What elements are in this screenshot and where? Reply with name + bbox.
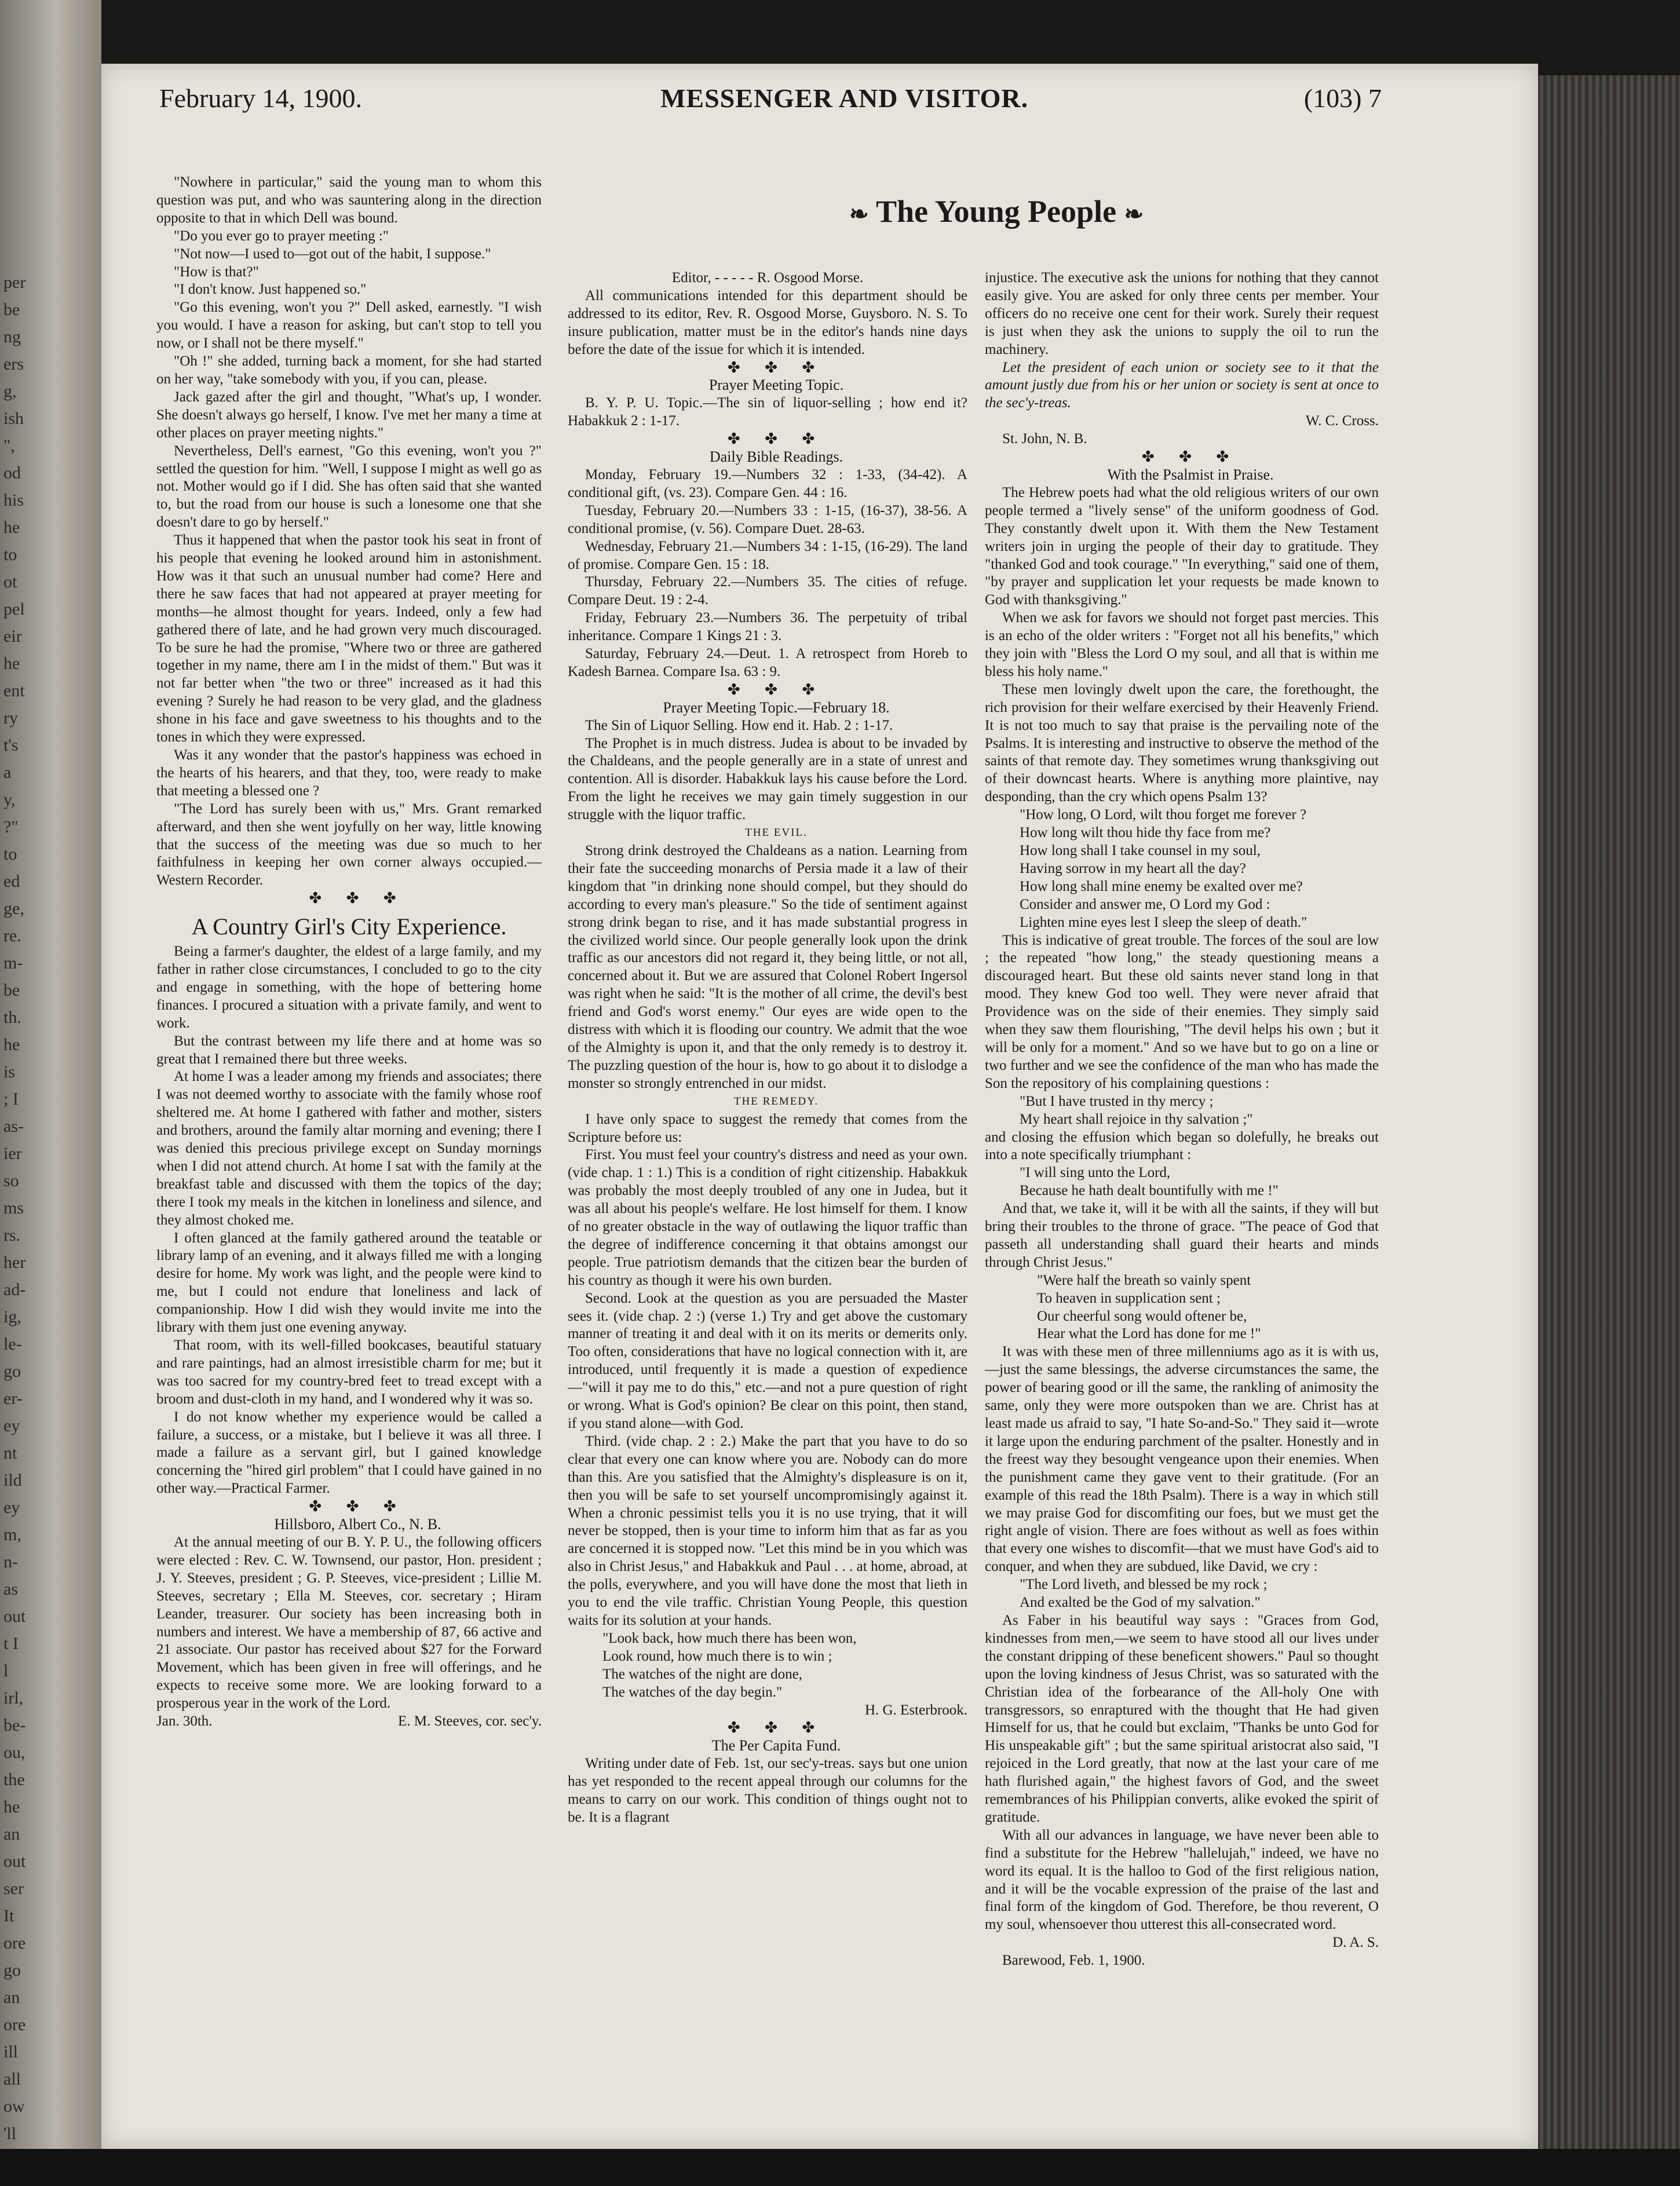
margin-fragment: as- [3, 1117, 24, 1136]
margin-fragment: ; I [3, 1090, 19, 1109]
margin-fragment: n- [3, 1552, 18, 1571]
margin-fragment: is [3, 1062, 16, 1081]
psalm-line: "But I have trusted in thy mercy ; [1020, 1093, 1214, 1109]
hymn-line: Hear what the Lord has done for me !" [1037, 1326, 1261, 1342]
reading-item: Monday, February 19.—Numbers 32 : 1-33, (34-42). A conditional gift, (vs. 23). Compare Gen. 44 : 16. [568, 466, 967, 500]
margin-fragment: he [3, 654, 20, 673]
margin-fragment: pel [3, 599, 25, 619]
signature: D. A. S. [1332, 1935, 1379, 1951]
subhead: Prayer Meeting Topic.—February 18. [663, 699, 890, 716]
body-paragraph: And that, we take it, will it be with all the saints, if they will but bring their troubles to the throne of grace. "The peace of God that passeth all understanding shall guard their hearts and minds through Christ Jesus." [985, 1201, 1379, 1270]
body-paragraph: With all our advances in language, we have never been able to find a substitute for the Hebrew "hallelujah," indeed, we have no word its equal. It is the halloo to God of the first religious nation, and it will be the vocable expression of the praise of the last and final form of the kingdom of God. Therefore, be thou reverent, O my soul, whensoever thou utterest this all-consecrated word. [985, 1827, 1379, 1933]
hymn-line: Our cheerful song would oftener be, [1037, 1308, 1247, 1324]
margin-fragment: her [3, 1253, 26, 1272]
psalm-line: Lighten mine eyes lest I sleep the sleep of death." [1020, 914, 1308, 930]
article-paragraph: But the contrast between my life there and at home was so great that I remained there but three weeks. [156, 1033, 542, 1067]
signature-name: E. M. Steeves, cor. sec'y. [398, 1713, 542, 1730]
hymn-line: "Were half the breath so vainly spent [1037, 1272, 1251, 1288]
psalm-line: How long wilt thou hide thy face from me? [1020, 825, 1271, 841]
margin-fragment: ", [3, 436, 15, 455]
poem-line: Look round, how much there is to win ; [602, 1648, 832, 1664]
article-paragraph: That room, with its well-filled bookcases, beautiful statuary and rare paintings, had an almost irresistible charm for me; but it was too sacred for my country-bred feet to tread except with a broom and dust-cloth in my hand, and I wondered why it was so. [156, 1337, 542, 1407]
article-title: A Country Girl's City Experience. [191, 913, 507, 940]
signature-line [156, 1713, 542, 1731]
body-paragraph: injustice. The executive ask the unions for nothing that they cannot easily give. You are asked for only three cents per member. Your officers do no receive one cent for their work. Surely their request is just when they ask the unions to supply the oil to run the machinery. [985, 270, 1379, 357]
reading-item: Friday, February 23.—Numbers 36. The perpetuity of tribal inheritance. Compare 1 Kings 21 : 3. [568, 610, 967, 644]
article-paragraph: I do not know whether my experience would be called a failure, a success, or a mistake, but I believe it was all three. I made a failure as a servant girl, but I gained knowledge concerning the "hired girl problem" that I could have gained in no other way.—Practical Farmer. [156, 1409, 542, 1497]
body-paragraph: This is indicative of great trouble. The forces of the soul are low ; the repeated "how long," the steady questioning means a discouraged heart. But these old saints never stand long in that mood. They knew God too well. They were never afraid that Providence was on the side of their enemies. They simply said when they saw them flourishing, "The devil helps his own ; but it will be only for a moment." And so we have but to go on a line or two further and we see the confidence of the man who has made the Son the repository of his complaining questions : [985, 932, 1379, 1091]
margin-fragment: m, [3, 1525, 21, 1544]
story-paragraph: "The Lord has surely been with us," Mrs. Grant remarked afterward, and then she went joyfully on her way, little knowing that the success of the meeting was due so much to her faithfulness in keeping her own corner always occupied.—Western Recorder. [156, 800, 542, 889]
masthead-title: MESSENGER AND VISITOR. [660, 83, 1029, 113]
body-paragraph: Writing under date of Feb. 1st, our sec'y-treas. says but one union has yet responded to the recent appeal through our columns for the means to carry on our work. This condition of things ought not to be. It is a flagrant [568, 1756, 967, 1825]
reading-item: Saturday, February 24.—Deut. 1. A retrospect from Horeb to Kadesh Barnea. Compare Isa. 63 : 9. [568, 646, 967, 679]
margin-fragment: ge, [3, 899, 24, 918]
body-paragraph: When we ask for favors we should not forget past mercies. This is an echo of the older writers : "Forget not all his benefits," which they join with "Bless the Lord O my soul, and all that is within me bless his holy name." [985, 610, 1379, 679]
margin-fragment: m- [3, 953, 23, 973]
margin-fragment: ey [3, 1498, 20, 1517]
body-paragraph: The Hebrew poets had what the old religious writers of our own people termed a "lively sense" of the uniform goodness of God. They constantly dwelt upon it. With them the New Testament writers join in urging the people of their day to gratitude. They "thanked God and took courage." "In everything," said one of them, "by prayer and supplication let your requests be made known to God with thanksgiving." [985, 484, 1379, 608]
margin-fragment: ild [3, 1471, 22, 1490]
psalm-line: My heart shall rejoice in thy salvation ;" [1020, 1111, 1253, 1127]
italic-paragraph: Let the president of each union or society see to it that the amount justly due from his or her union or society is sent at once to the sec'y-treas. [985, 359, 1379, 411]
body-paragraph: and closing the effusion which began so dolefully, he breaks out into a note specifically triumphant : [985, 1129, 1379, 1163]
story-paragraph: Thus it happened that when the pastor took his seat in front of his people that evening he looked around him in astonishment. How was it that such an unusual number had come? Here and there he saw faces that had not appeared at prayer meeting for months—he almost thought for years. Indeed, only a few had gathered there of late, and he had grown very much discouraged. To be sure he had the promise, "Where two or three are gathered together in my name, there am I in the midst of them." But was it not far better when "the two or three" increased as it had this evening ? Surely he had reason to be very glad, and the gladness shone in his face and gave sweetness to his thoughts and to the tones in which they were expressed. [156, 532, 542, 745]
margin-fragment: an [3, 1825, 20, 1844]
margin-fragment: ed [3, 872, 20, 891]
margin-fragment: re. [3, 926, 21, 945]
margin-fragment: ?" [3, 817, 19, 836]
book-edge [1538, 75, 1680, 2186]
story-paragraph: "I don't know. Just happened so." [174, 282, 367, 298]
psalm-line: "The Lord liveth, and blessed be my rock ; [1020, 1577, 1268, 1593]
margin-fragment: ers [3, 354, 24, 374]
ornament-divider: ✤ ✤ ✤ [309, 890, 407, 907]
margin-fragment: ot [3, 572, 17, 591]
psalm-line: How long shall mine enemy be exalted over me? [1020, 878, 1303, 894]
margin-fragment: he [3, 1035, 20, 1054]
margin-fragment: per [3, 273, 26, 292]
report-title: Hillsboro, Albert Co., N. B. [274, 1516, 441, 1533]
article-paragraph: Being a farmer's daughter, the eldest of a large family, and my father in rather close circumstances, I concluded to go to the city and engage in something, with the hope of bettering home finances. I procured a situation with a private family, and went to work. [156, 944, 542, 1031]
margin-fragment: ore [3, 1933, 26, 1953]
column-3 [985, 269, 1379, 2097]
margin-fragment: go [3, 1961, 21, 1980]
margin-fragment: he [3, 518, 20, 537]
report-paragraph: At the annual meeting of our B. Y. P. U., the following officers were elected : Rev. C. W. Townsend, our pastor, Hon. president ; J. Y. Steeves, president ; G. P. Steeves, vice-president ; Lillie M. Steeves, secretary ; Ella M. Steeves, cor. secretary ; Hiram Leander, treasurer. Our society has been increasing both in numbers and interest. We have a membership of 87, 66 active and 21 associate. Our pastor has received about $27 for the Forward Movement, which has been given in free will offerings, and he expects to receive some more. We are looking forward to a prosperous year in the work of the Lord. [156, 1534, 542, 1712]
margin-fragment: er- [3, 1389, 23, 1408]
body-paragraph: I have only space to suggest the remedy that comes from the Scripture before us: [568, 1111, 967, 1145]
body-paragraph: As Faber in his beautiful way says : "Graces from God, kindnesses from men,—we seem to have stood all our lives under the constant dripping of these beneficent showers." Paul so thought upon the loving kindness of Jesus Christ, was so saturated with the Christian idea of the forbearance of the All-holy One with transgressors, so enraptured with the thought that He had given Himself for us, that he could but exclaim, "Thanks be unto God for His unspeakable gift" ; but the same spiritual aristocrat also said, "I rejoiced in the Lord greatly, that now at the last your care of me hath flurished again," the highest favors of God, and the sweet remembrances of his Philippian converts, alike evoked the spirit of gratitude. [985, 1612, 1379, 1825]
bottom-shadow [0, 2149, 1680, 2186]
ornament-divider: ✤ ✤ ✤ [727, 1719, 826, 1737]
margin-fragment: be [3, 300, 20, 319]
body-paragraph: First. You must feel your country's distress and need as your own. (vide chap. 1 : 1.) This is a condition of right citizenship. Habakkuk was probably the most deeply troubled of any one in Judea, but it was all about his people's welfare. He lost himself for them. I know of no greater obstacle in the way of outlawing the liquor traffic than the degree of indifference concerning it that obtains amongst our people. True patriotism demands that the citizen bear the burden of his country as though it were his own burden. [568, 1147, 967, 1288]
margin-fragment: out [3, 1852, 26, 1871]
poem-line: The watches of the night are done, [602, 1666, 803, 1682]
margin-fragment: ig, [3, 1307, 21, 1326]
hymn-line: To heaven in supplication sent ; [1037, 1290, 1221, 1306]
margin-fragment: ng [3, 327, 21, 346]
margin-fragment: his [3, 491, 24, 510]
margin-fragment: od [3, 463, 21, 482]
body-paragraph: It was with these men of three millenniums ago as it is with us,—just the same blessings, the adverse circumstances the same, the power of bearing good or ill the same, the rankling of animosity the same, only they were more outspoken than we are. Christ has at least made us afraid to say, "I hate So-and-So." They said it—wrote it large upon the enduring parchment of the psalter. Honestly and in the freest way they besought vengeance upon their enemies. When the punishment came they gave vent to their gratitude. (For an example of this read the 18th Psalm). There is a way in which still we may praise God for discomfiting our foes, but we must get the right angle of vision. There are foes without as well as foes within that every one wishes to discomfit—that we must have God's aid to conquer, and when they are subdued, like David, we cry : [985, 1344, 1379, 1575]
ornament-divider: ✤ ✤ ✤ [727, 681, 826, 698]
margin-fragment: ier [3, 1144, 22, 1163]
story-paragraph: "Do you ever go to prayer meeting :" [174, 228, 389, 244]
story-paragraph: "Go this evening, won't you ?" Dell asked, earnestly. "I wish you would. I have a reason for asking, but can't stop to tell you now, or I shall not be there myself." [156, 299, 542, 352]
place-line: St. John, N. B. [1002, 431, 1087, 447]
margin-fragment: nt [3, 1443, 17, 1463]
ornament-divider: ✤ ✤ ✤ [1141, 448, 1240, 466]
column-1 [156, 174, 542, 2097]
story-paragraph: Jack gazed after the girl and thought, "What's up, I wonder. She doesn't always go herself, I know. I've met her many a time at other places on prayer meeting nights." [156, 389, 542, 441]
body-paragraph: Second. Look at the question as you are persuaded the Master sees it. (vide chap. 2 :) (verse 1.) Try and get above the customary manner of treating it and deal with it on its merits or demerits only. Too often, considerations that have no logical connection with it, are introduced, until frequently it is made a question of expedience—"will it pay me to do this," etc.—and not a pure question of right or wrong. What is God's opinion? Be clear on this point, then stand, if you stand alone—with God. [568, 1290, 967, 1431]
margin-fragment: to [3, 845, 17, 864]
margin-fragment: ent [3, 681, 25, 700]
psalm-line: "I will sing unto the Lord, [1020, 1165, 1171, 1181]
psalm-line: Having sorrow in my heart all the day? [1020, 860, 1246, 876]
ornament-divider: ✤ ✤ ✤ [727, 430, 826, 448]
subhead: Prayer Meeting Topic. [708, 376, 844, 394]
margin-fragment: he [3, 1797, 20, 1816]
psalm-line: How long shall I take counsel in my soul, [1020, 843, 1261, 858]
margin-fragment: be [3, 981, 20, 1000]
ornament-divider: ✤ ✤ ✤ [309, 1498, 407, 1515]
story-paragraph: "How is that?" [174, 264, 259, 280]
margin-fragment: le- [3, 1335, 22, 1354]
signature-date: Jan. 30th. [156, 1713, 213, 1730]
signature: W. C. Cross. [1305, 413, 1379, 429]
margin-fragment: ms [3, 1198, 24, 1218]
psalm-line: Consider and answer me, O Lord my God : [1020, 896, 1270, 912]
story-paragraph: "Nowhere in particular," said the young man to whom this question was put, and who was sauntering along in the direction opposite to that in which Dell was bound. [156, 174, 542, 226]
topic-subline: The Sin of Liquor Selling. How end it. Hab. 2 : 1-17. [585, 717, 893, 733]
margin-fragment: eir [3, 627, 22, 646]
story-paragraph: Was it any wonder that the pastor's happiness was echoed in the hearts of his hearers, and that they, too, were ready to make that meeting a blessed one ? [156, 747, 542, 799]
psalm-line: "How long, O Lord, wilt thou forget me forever ? [1020, 807, 1307, 823]
leaf-ornament-icon: ❧ [1124, 201, 1144, 227]
issue-date: February 14, 1900. [159, 83, 363, 113]
subhead: The Per Capita Fund. [711, 1737, 841, 1754]
margin-fragment: so [3, 1171, 19, 1190]
margin-fragment: ry [3, 708, 18, 728]
margin-fragment: a [3, 763, 12, 782]
margin-fragment: to [3, 545, 17, 564]
story-paragraph: "Not now—I used to—got out of the habit, I suppose." [174, 246, 491, 262]
margin-fragment: the [3, 1770, 25, 1789]
ornament-divider: ✤ ✤ ✤ [727, 359, 826, 376]
story-paragraph: "Oh !" she added, turning back a moment, for she had started on her way, "take somebody with you, if you can, please. [156, 353, 542, 387]
article-paragraph: At home I was a leader among my friends and associates; there I was not deemed worthy to associate with the family whose roof sheltered me. At home I gathered with father and mother, sisters and brothers, around the family altar morning and evening; there I was denied this precious privilege except on Sunday mornings when I did not attend church. At home I sat with the family at the breakfast table and discussed with them the topics of the day; there I took my meals in the kitchen in loneliness and silence, and they almost choked me. [156, 1069, 542, 1228]
margin-fragment: t's [3, 736, 19, 755]
poem-line: The watches of the day begin." [602, 1684, 783, 1700]
leaf-ornament-icon: ❧ [849, 201, 869, 227]
subhead: Daily Bible Readings. [709, 448, 843, 466]
section-title-text: The Young People [875, 194, 1117, 229]
adjacent-page-strip [0, 0, 101, 2186]
subhead: With the Psalmist in Praise. [1107, 466, 1274, 483]
place-line: Barewood, Feb. 1, 1900. [1002, 1953, 1145, 1969]
margin-fragment: 'll [3, 2124, 17, 2143]
topic-paragraph: B. Y. P. U. Topic.—The sin of liquor-selling ; how end it? Habakkuk 2 : 1-17. [568, 395, 967, 429]
psalm-line: And exalted be the God of my salvation." [1020, 1595, 1261, 1611]
margin-fragment: ad- [3, 1280, 26, 1299]
margin-fragment: irl, [3, 1688, 24, 1708]
margin-fragment: ore [3, 2015, 26, 2034]
margin-fragment: as [3, 1580, 18, 1599]
margin-fragment: ow [3, 2097, 25, 2116]
margin-fragment: be- [3, 1716, 26, 1735]
margin-fragment: ill [3, 2042, 19, 2061]
body-paragraph: These men lovingly dwelt upon the care, the forethought, the rich provision for their welfare exercised by their Heavenly Friend. It is not too much to say that praise is the pervailing note of the Psalms. It is interesting and instructive to observe the method of the saints of that remote day. They sometimes wrung thanksgiving out of their downcast hearts. Where is anything more plaintive, nay desponding, than the cry which opens Psalm 13? [985, 681, 1379, 805]
reading-item: Thursday, February 22.—Numbers 35. The cities of refuge. Compare Deut. 19 : 2-4. [568, 574, 967, 608]
margin-fragment: all [3, 2070, 21, 2089]
body-paragraph: Strong drink destroyed the Chaldeans as a nation. Learning from their fate the succeeding monarchs of Persia made it a law of their kingdom that "in drinking none should compel, but they should do according to every man's pleasure." So the tide of sentiment against strong drink began to rise, and it has made substantial progress in the civilized world since. Our people generally look upon the drink traffic as our ancestors did not regard it, they being little, or not all, concerned about it. But we are assured that Colonel Robert Ingersol was right when he said: "It is the mother of all crime, the devil's best friend and God's worst enemy." Our eyes are wide open to the distress with which it is flooding our country. We admit that the woe of the Almighty is upon it, and that the only remedy is to destroy it. The puzzling question of the hour is, how to go about it to dislodge a monster so strongly entrenched in our midst. [568, 843, 967, 1091]
poem-line: "Look back, how much there has been won, [602, 1630, 857, 1646]
body-paragraph: Third. (vide chap. 2 : 2.) Make the part that you have to do so clear that every one can know where you are. Nobody can do more than this. Are you satisfied that the Almighty's displeasure is on it, then you will be safe to set yourself uncompromisingly against it. When a chronic pessimist tells you it is no use trying, that it will never be stopped, then is your time to inform him that as far as you are concerned it is stopped now. "Let this mind be in you which was also in Christ Jesus," and Habakkuk and Paul . . . at home, abroad, at the polls, everywhere, and you will have done the most that lieth in you to end the vile traffic. Christian Young People, this question waits for its solution at your hands. [568, 1433, 967, 1628]
editor-paragraph: All communications intended for this department should be addressed to its editor, Rev. R. Osgood Morse, Guysboro. N. S. To insure publication, matter must be in the editor's hands nine days before the date of the issue for which it is intended. [568, 287, 967, 357]
margin-fragment: out [3, 1607, 26, 1626]
margin-fragment: It [3, 1906, 14, 1925]
margin-fragment: ser [3, 1879, 24, 1898]
story-paragraph: Nevertheless, Dell's earnest, "Go this evening, won't you ?" settled the question for him. "Well, I suppose I might as well go as not. Mother would go if I did. She has often said that she wanted to, but the road from our house is such a lonesome one that she doesn't dare to go by herself." [156, 443, 542, 531]
page-number: (103) 7 [1303, 83, 1382, 113]
psalm-line: Because he hath dealt bountifully with me !" [1020, 1183, 1279, 1199]
margin-fragment: rs. [3, 1226, 21, 1245]
margin-fragment: go [3, 1362, 21, 1381]
margin-fragment: an [3, 1988, 20, 2007]
margin-fragment: ey [3, 1416, 20, 1435]
margin-fragment: th. [3, 1008, 21, 1027]
margin-fragment: ish [3, 409, 24, 428]
margin-fragment: l [3, 1661, 9, 1680]
reading-item: Tuesday, February 20.—Numbers 33 : 1-15, (16-37), 38-56. A conditional promise, (v. 56). Compare Duet. 28-63. [568, 502, 967, 536]
caps-head: THE EVIL. [745, 827, 808, 839]
margin-fragment: t I [3, 1634, 19, 1653]
topic-intro: The Prophet is in much distress. Judea is about to be invaded by the Chaldeans, and the people generally are in a state of unrest and contention. All is disorder. Habakkuk lays his cause before the Lord. From the light he receives we may gain timely suggestion in our struggle with the liquor traffic. [568, 735, 967, 823]
poem-signature: H. G. Esterbrook. [864, 1702, 967, 1718]
margin-fragment: y, [3, 790, 16, 809]
editor-line: Editor, - - - - - R. Osgood Morse. [671, 270, 864, 286]
section-heading [805, 191, 1188, 235]
column-2 [568, 269, 967, 2097]
caps-head: THE REMEDY. [733, 1095, 819, 1107]
margin-fragment: g, [3, 382, 17, 401]
reading-item: Wednesday, February 21.—Numbers 34 : 1-15, (16-29). The land of promise. Compare Gen. 15 : 18. [568, 538, 967, 572]
article-paragraph: I often glanced at the family gathered around the teatable or library lamp of an evening, and it always filled me with a longing desire for home. My work was light, and the people were kind to me, but I could not endure that loneliness and lack of companionship. How I did wish they would invite me into the library with them just one evening anyway. [156, 1230, 542, 1336]
margin-fragment: ou, [3, 1743, 25, 1762]
